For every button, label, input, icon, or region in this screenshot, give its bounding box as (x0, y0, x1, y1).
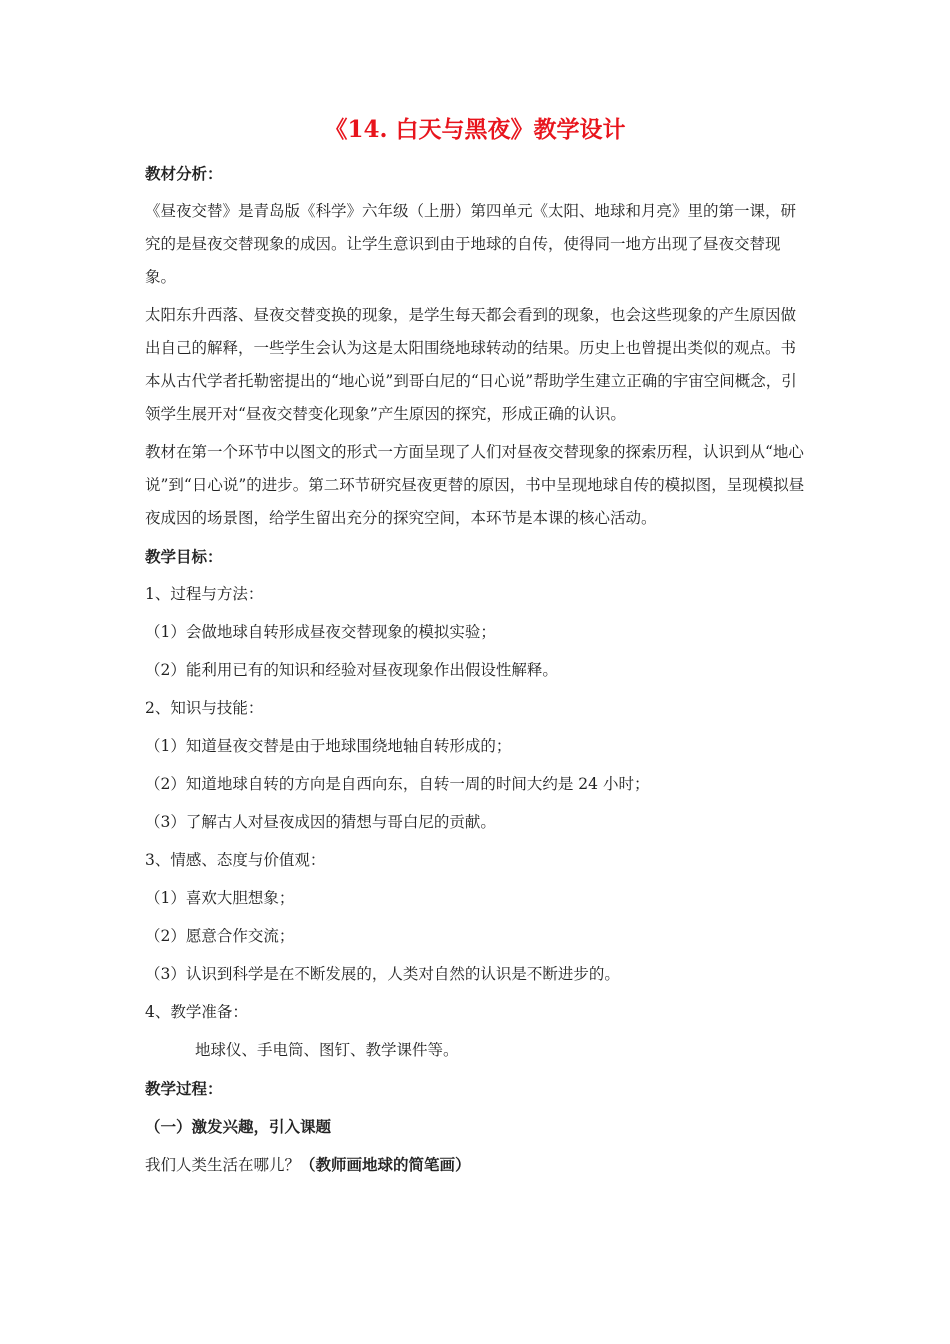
analysis-paragraph-2: 太阳东升西落、昼夜交替变换的现象，是学生每天都会看到的现象，也会这些现象的产生原因做出自己的解释，一些学生会认为这是太阳围绕地球转动的结果。历史上也曾提出类似的观点。书本从古代学者托勒密提出的“地心说”到哥白尼的“日心说”帮助学生建立正确的宇宙空间概念，引领学生展开对“昼夜交替变化现象”产生原因的探究，形成正确的认识。 (145, 306, 797, 423)
goal-1-title: 1、过程与方法： (145, 585, 264, 603)
goal-2-title: 2、知识与技能： (145, 699, 264, 717)
goal-3-item-3: （3）认识到科学是在不断发展的，人类对自然的认识是不断进步的。 (145, 965, 620, 983)
goal-2-item-2: （2）知道地球自转的方向是自西向东，自转一周的时间大约是 24 小时； (145, 775, 650, 793)
goal-1-item-2: （2）能利用已有的知识和经验对昼夜现象作出假设性解释。 (145, 661, 558, 679)
analysis-heading: 教材分析： (145, 164, 223, 183)
process-section-1: （一）激发兴趣，引入课题 (145, 1117, 332, 1136)
goal-4-item-1: 地球仪、手电筒、图钉、教学课件等。 (195, 1041, 459, 1059)
goal-4-title: 4、教学准备： (145, 1003, 248, 1021)
analysis-paragraph-3: 教材在第一个环节中以图文的形式一方面呈现了人们对昼夜交替现象的探索历程，认识到从“地心说”到“日心说”的进步。第二环节研究昼夜更替的原因，书中呈现地球自传的模拟图，呈现模拟昼夜成因的场景图，给学生留出充分的探究空间，本环节是本课的核心活动。 (145, 443, 805, 527)
goal-3-item-1: （1）喜欢大胆想象； (145, 889, 295, 907)
goal-3-title: 3、情感、态度与价值观： (145, 851, 326, 869)
goal-2-item-3: （3）了解古人对昼夜成因的猜想与哥白尼的贡献。 (145, 813, 496, 831)
document-body (145, 157, 805, 1187)
document-title: 《14. 白天与黑夜》教学设计 (324, 116, 626, 143)
goal-3-item-2: （2）愿意合作交流； (145, 927, 295, 945)
goals-heading: 教学目标： (145, 547, 223, 566)
process-question: 我们人类生活在哪儿？ (145, 1156, 301, 1174)
process-heading: 教学过程： (145, 1079, 223, 1098)
analysis-paragraph-1: 《昼夜交替》是青岛版《科学》六年级（上册）第四单元《太阳、地球和月亮》里的第一课，研究的是昼夜交替现象的成因。让学生意识到由于地球的自传，使得同一地方出现了昼夜交替现象。 (145, 202, 797, 286)
goal-2-item-1: （1）知道昼夜交替是由于地球围绕地轴自转形成的； (145, 737, 512, 755)
goal-1-item-1: （1）会做地球自转形成昼夜交替现象的模拟实验； (145, 623, 496, 641)
process-question-note: （教师画地球的简笔画） (300, 1155, 471, 1174)
process-question-line (145, 1148, 805, 1182)
